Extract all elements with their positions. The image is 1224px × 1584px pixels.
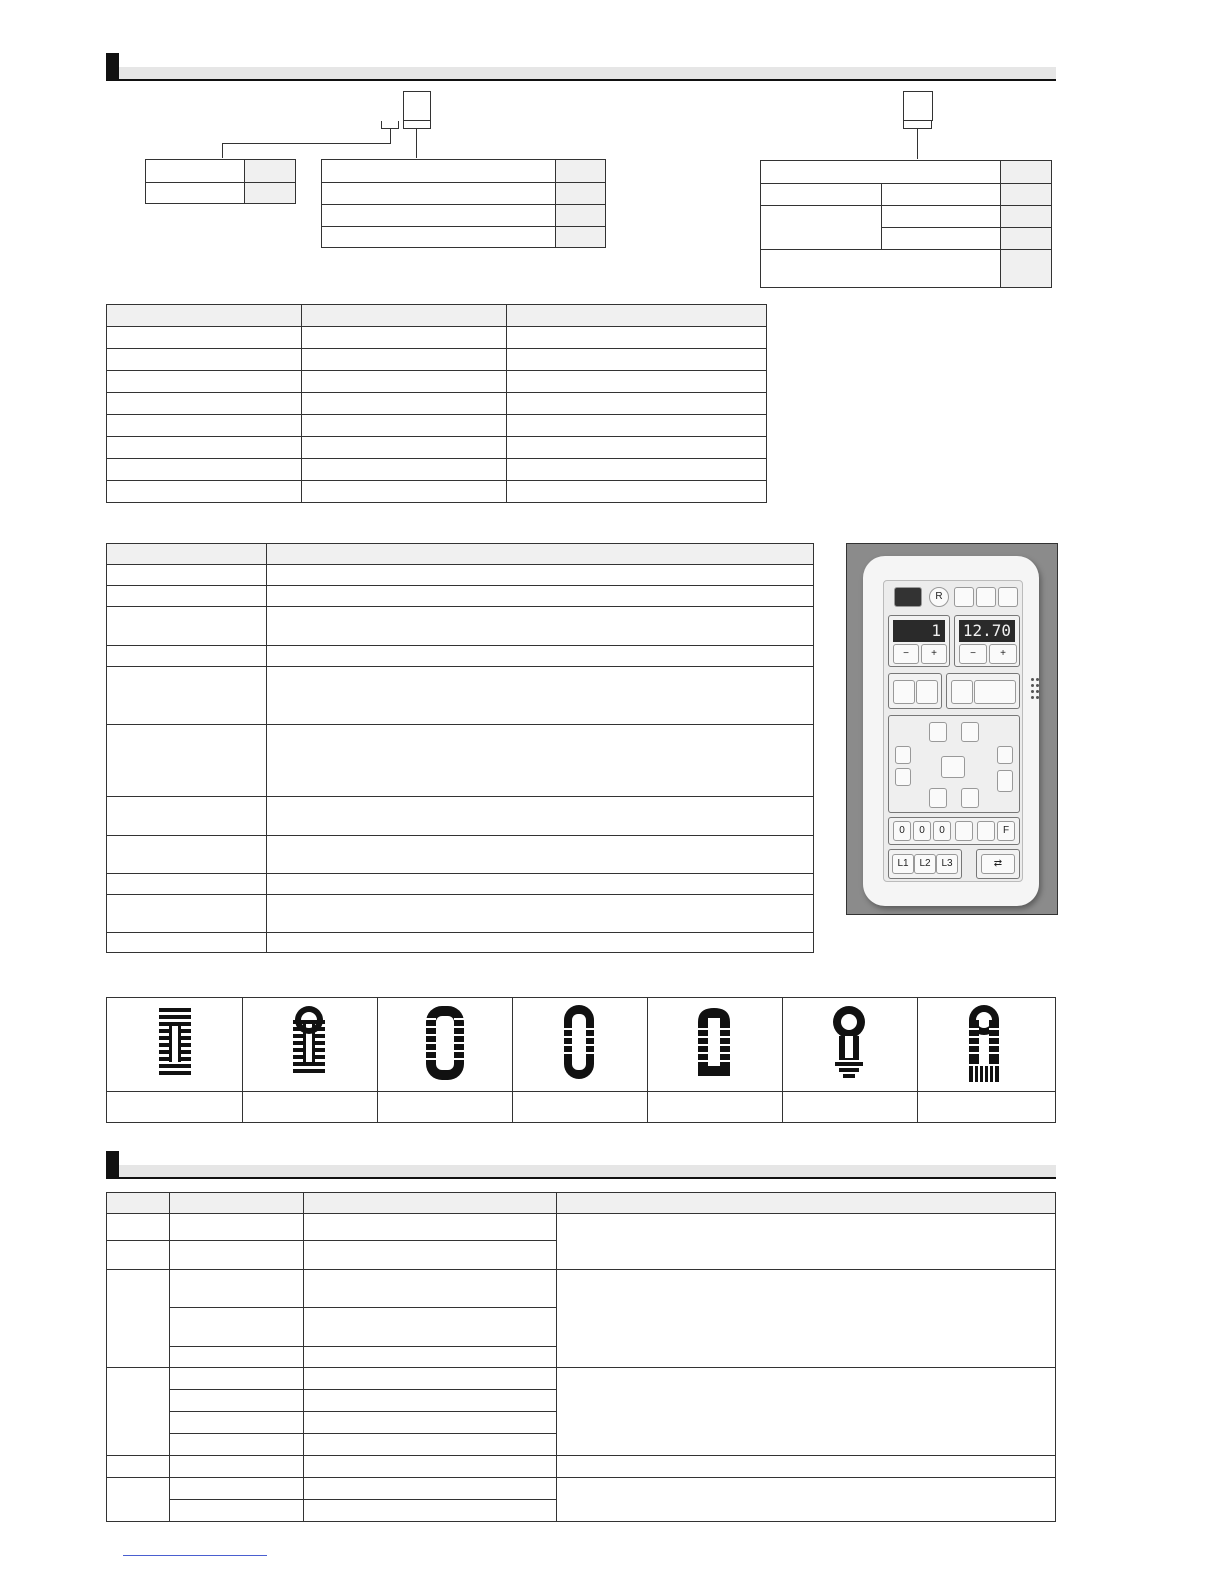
left-display: 1	[893, 620, 945, 642]
counter-button-4[interactable]	[955, 821, 973, 841]
indicator-dot	[1036, 696, 1039, 699]
bracket-left-b-r	[430, 121, 431, 129]
model-code-box-left	[403, 91, 431, 121]
pattern-oval-icon	[378, 998, 512, 1086]
bottom-table	[106, 1192, 1056, 1522]
section-header-marker-2	[106, 1151, 119, 1179]
f-button[interactable]: F	[997, 821, 1015, 841]
section-header-bar-1	[106, 67, 1056, 81]
right-display-group	[954, 615, 1020, 667]
pattern-cell-1	[107, 998, 243, 1092]
l3-button[interactable]: L3	[936, 854, 958, 874]
pattern-caption-6	[783, 1092, 918, 1123]
cycle-button-right-2[interactable]	[997, 770, 1013, 792]
indicator-dot	[1036, 678, 1039, 681]
function-button-2[interactable]	[916, 680, 938, 704]
remote-controller-photo	[846, 543, 1058, 915]
pattern-cell-4	[513, 998, 648, 1092]
bracket-right-r	[931, 121, 932, 129]
cycle-button-center[interactable]	[941, 756, 965, 778]
spec-table	[106, 304, 767, 503]
option-table-c	[760, 160, 1052, 288]
left-plus-button[interactable]: +	[921, 644, 947, 664]
function-buttons-right	[946, 673, 1020, 709]
connector-right-v	[917, 128, 918, 159]
pattern-semi-round-icon	[648, 998, 782, 1086]
cycle-button-bottom-right[interactable]	[961, 788, 979, 808]
pattern-keyhole-icon	[783, 998, 917, 1086]
counter-button-1[interactable]: 0	[893, 821, 911, 841]
counter-button-3[interactable]: 0	[933, 821, 951, 841]
r-label: R	[935, 591, 943, 602]
pattern-bartack-icon	[918, 998, 1052, 1086]
pattern-cell-7	[918, 998, 1056, 1092]
pattern-cell-6	[783, 998, 918, 1092]
arrow-button[interactable]: ⇄	[981, 854, 1015, 874]
bracket-left-a-r	[398, 121, 399, 129]
fan-button[interactable]	[998, 587, 1018, 607]
connector-left-b-v	[416, 128, 417, 158]
counter-button-row	[888, 817, 1020, 845]
function-button-1[interactable]	[893, 680, 915, 704]
l1-button[interactable]: L1	[892, 854, 914, 874]
pattern-caption-3	[378, 1092, 513, 1123]
right-minus-button[interactable]: −	[959, 644, 987, 664]
pattern-cell-2	[243, 998, 378, 1092]
left-minus-button[interactable]: −	[893, 644, 919, 664]
indicator-dot	[1036, 690, 1039, 693]
remote-panel	[883, 580, 1023, 882]
pattern-rectangle-icon	[107, 998, 242, 1086]
connector-left-a-h	[222, 143, 391, 144]
pattern-caption-4	[513, 1092, 648, 1123]
bracket-left-b-h	[403, 128, 431, 129]
footer-link-underline[interactable]	[123, 1555, 267, 1556]
cycle-button-left-2[interactable]	[895, 768, 911, 786]
remote-controller-body	[863, 556, 1039, 906]
model-code-box-right	[903, 91, 933, 121]
l-button-row	[888, 849, 962, 879]
cycle-button-right-1[interactable]	[997, 746, 1013, 764]
section-header-marker-1	[106, 53, 119, 81]
mode-button[interactable]	[976, 587, 996, 607]
pattern-caption-5	[648, 1092, 783, 1123]
section-header-bar-2	[106, 1165, 1056, 1179]
arrow-button-group	[976, 849, 1020, 879]
cycle-button-bottom-left[interactable]	[929, 788, 947, 808]
right-plus-button[interactable]: +	[989, 644, 1017, 664]
power-button[interactable]	[894, 587, 922, 607]
counter-button-2[interactable]: 0	[913, 821, 931, 841]
connector-left-a-v	[390, 128, 391, 144]
clock-button[interactable]	[954, 587, 974, 607]
pattern-caption-7	[918, 1092, 1056, 1123]
function-buttons-left	[888, 673, 942, 709]
indicator-dot	[1031, 684, 1034, 687]
indicator-dot	[1031, 678, 1034, 681]
left-display-group	[888, 615, 950, 667]
pattern-caption-2	[243, 1092, 378, 1123]
function-button-3[interactable]	[951, 680, 973, 704]
cycle-diagram-area	[888, 715, 1020, 813]
cycle-button-top-left[interactable]	[929, 722, 947, 742]
right-display: 12.70	[959, 620, 1015, 642]
pattern-round-top-icon	[243, 998, 377, 1086]
pattern-caption-1	[107, 1092, 243, 1123]
indicator-dot	[1036, 684, 1039, 687]
cycle-button-top-right[interactable]	[961, 722, 979, 742]
pattern-cell-5	[648, 998, 783, 1092]
l2-button[interactable]: L2	[914, 854, 936, 874]
indicator-dot	[1031, 690, 1034, 693]
pattern-table	[106, 997, 1056, 1123]
cycle-button-left-1[interactable]	[895, 746, 911, 764]
option-table-a	[145, 159, 296, 204]
r-button[interactable]	[929, 587, 949, 607]
pattern-cell-3	[378, 998, 513, 1092]
function-table	[106, 543, 814, 953]
indicator-dot	[1031, 696, 1034, 699]
pattern-double-round-icon	[513, 998, 647, 1086]
option-table-b	[321, 159, 606, 248]
warning-button[interactable]	[977, 821, 995, 841]
function-button-4[interactable]	[974, 680, 1016, 704]
connector-left-a-down	[222, 143, 223, 158]
